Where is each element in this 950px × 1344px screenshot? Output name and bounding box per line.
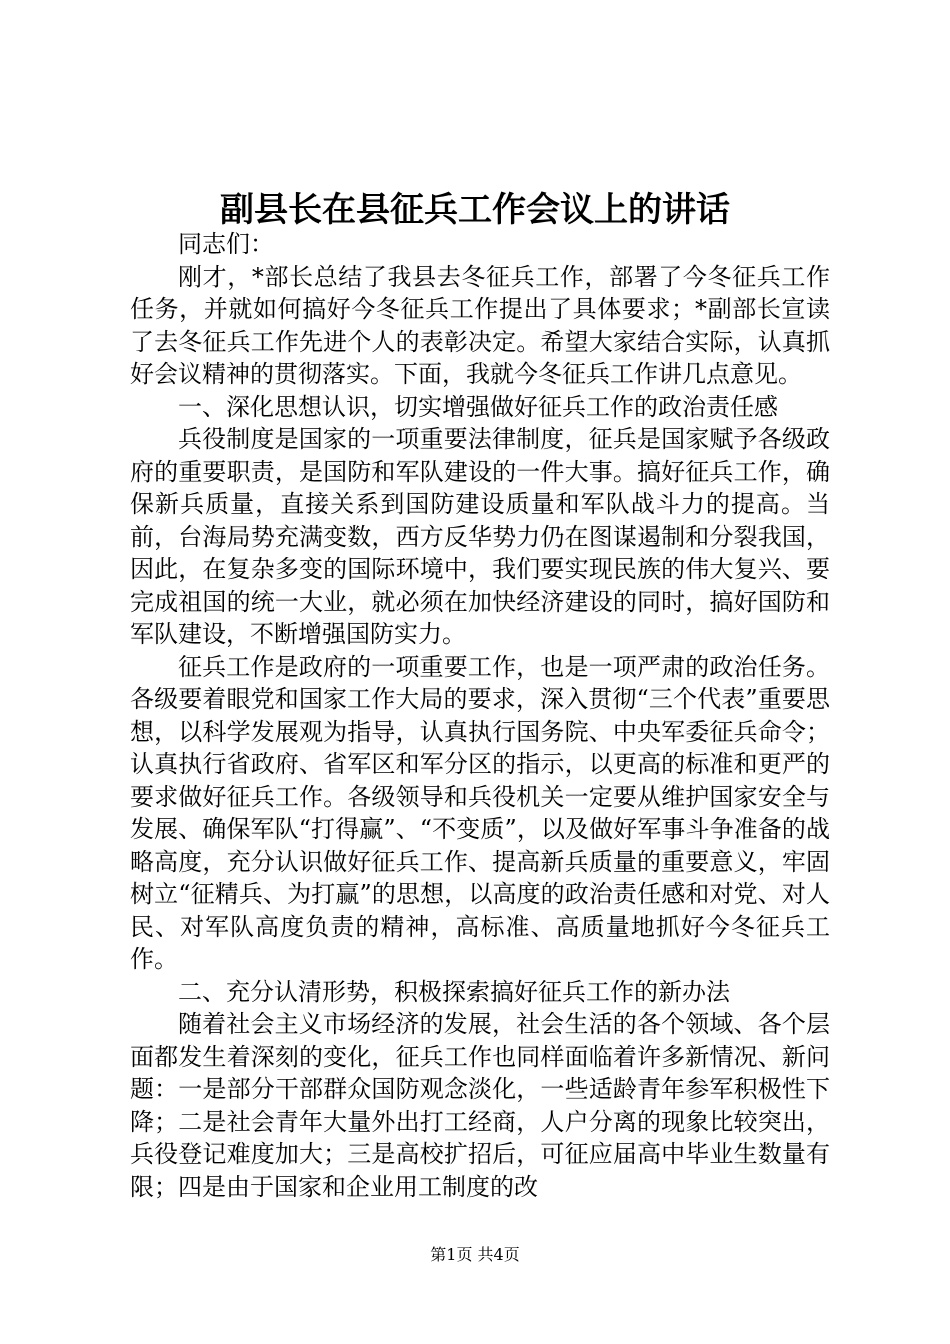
page-footer: 第1页 共4页 [430, 1245, 520, 1264]
paragraph-1: 兵役制度是国家的一项重要法律制度，征兵是国家赋予各级政府的重要职责，是国防和军队建设的一件大事。搞好征兵工作，确保新兵质量，直接关系到国防建设质量和军队战斗力的提高。当前，台海局势充满变数，西方反华势力仍在图谋遏制和分裂我国，因此，在复杂多变的国际环境中，我们要实现民族的伟大复兴、要完成祖国的统一大业，就必须在加快经济建设的同时，搞好国防和军队建设，不断增强国防实力。 [130, 425, 830, 648]
salutation: 同志们： [178, 230, 274, 258]
paragraph-3: 随着社会主义市场经济的发展，社会生活的各个领域、各个层面都发生着深刻的变化，征兵工作也同样面临着许多新情况、新问题：一是部分干部群众国防观念淡化，一些适龄青年参军积极性下降；二是社会青年大量外出打工经商，人户分离的现象比较突出，兵役登记难度加大；三是高校扩招后，可征应届高中毕业生数量有限；四是由于国家和企业用工制度的改 [130, 1010, 830, 1201]
paragraph-intro: 刚才，*部长总结了我县去冬征兵工作，部署了今冬征兵工作任务，并就如何搞好今冬征兵工作提出了具体要求；*副部长宣读了去冬征兵工作先进个人的表彰决定。希望大家结合实际，认真抓好会议精神的贯彻落实。下面，我就今冬征兵工作讲几点意见。 [130, 262, 830, 388]
paragraph-2: 征兵工作是政府的一项重要工作，也是一项严肃的政治任务。各级要着眼党和国家工作大局的要求，深入贯彻“三个代表”重要思想，以科学发展观为指导，认真执行国务院、中央军委征兵命令；认真执行省政府、省军区和军分区的指示，以更高的标准和更严的要求做好征兵工作。各级领导和兵役机关一定要从维护国家安全与发展、确保军队“打得赢”、“不变质”，以及做好军事斗争准备的战略高度，充分认识做好征兵工作、提高新兵质量的重要意义，牢固树立“征精兵、为打赢”的思想，以高度的政治责任感和对党、对人民、对军队高度负责的精神，高标准、高质量地抓好今冬征兵工作。 [130, 652, 830, 973]
document-body [130, 228, 830, 1203]
section-heading-1: 一、深化思想认识，切实增强做好征兵工作的政治责任感 [178, 392, 778, 421]
document-title: 副县长在县征兵工作会议上的讲话 [220, 190, 730, 230]
section-heading-2: 二、充分认清形势，积极探索搞好征兵工作的新办法 [178, 977, 730, 1006]
